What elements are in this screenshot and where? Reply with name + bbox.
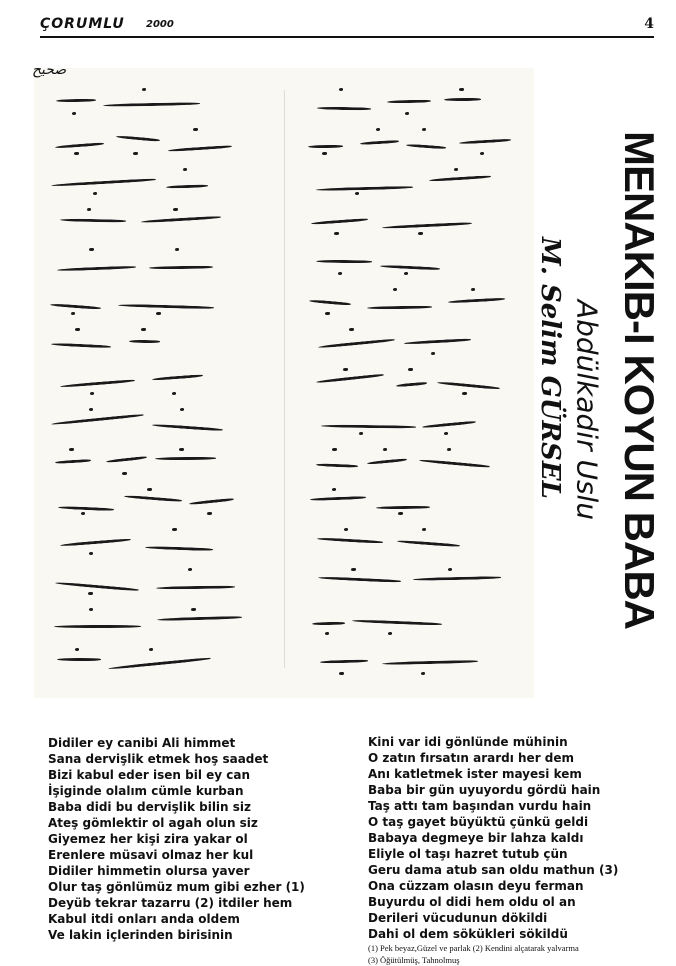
script-stroke	[141, 215, 221, 223]
manuscript-line	[44, 406, 265, 440]
manuscript-line	[303, 326, 524, 360]
script-dot	[75, 648, 79, 651]
script-dot	[388, 632, 392, 635]
script-dot	[142, 88, 146, 91]
verse-line: Eliyle ol taşı hazret tutub çün	[368, 847, 568, 861]
script-dot	[89, 608, 93, 611]
script-stroke	[317, 106, 371, 110]
script-dot	[343, 368, 347, 371]
script-dot	[207, 512, 211, 515]
script-dot	[404, 272, 408, 275]
script-dot	[188, 568, 192, 571]
script-stroke	[367, 306, 432, 310]
verse-line: Geru dama atub san oldu mathun (3)	[368, 863, 619, 877]
script-dot	[344, 528, 348, 531]
script-stroke	[103, 102, 200, 107]
manuscript-line	[303, 366, 524, 400]
script-stroke	[406, 143, 447, 149]
script-stroke	[459, 139, 511, 145]
script-stroke	[57, 658, 101, 661]
verse-line: O zatın fırsatın arardı her dem	[368, 751, 575, 765]
script-dot	[89, 248, 93, 251]
script-dot	[351, 568, 355, 571]
script-dot	[89, 552, 93, 555]
script-dot	[141, 328, 145, 331]
manuscript-line	[44, 86, 265, 120]
script-dot	[332, 488, 336, 491]
manuscript-column-left	[44, 80, 265, 688]
script-dot	[405, 112, 409, 115]
script-stroke	[60, 218, 126, 222]
magazine-title: ÇORUMLU	[40, 16, 125, 32]
manuscript-line	[44, 566, 265, 600]
manuscript-column-right	[303, 80, 524, 688]
script-stroke	[318, 339, 395, 349]
script-dot	[90, 392, 94, 395]
script-dot	[332, 448, 336, 451]
magazine-year: 2000	[146, 19, 174, 30]
verse-line: Ona cüzzam olasın deyu ferman	[368, 879, 584, 893]
script-dot	[444, 432, 448, 435]
script-dot	[179, 448, 183, 451]
script-stroke	[312, 622, 345, 625]
script-dot	[122, 472, 126, 475]
script-stroke	[315, 463, 357, 468]
script-dot	[322, 152, 326, 155]
script-stroke	[157, 615, 242, 620]
script-dot	[376, 128, 380, 131]
script-stroke	[145, 546, 213, 552]
script-dot	[418, 232, 422, 235]
script-stroke	[316, 374, 384, 384]
script-stroke	[448, 297, 505, 303]
script-dot	[149, 648, 153, 651]
script-dot	[72, 112, 76, 115]
manuscript-line	[44, 486, 265, 520]
script-stroke	[422, 421, 476, 429]
script-dot	[88, 592, 92, 595]
script-dot	[339, 672, 343, 675]
script-dot	[398, 512, 402, 515]
header-rule	[40, 36, 654, 38]
script-stroke	[168, 145, 232, 152]
script-dot	[393, 288, 397, 291]
manuscript-fold	[284, 90, 285, 668]
manuscript-line	[44, 366, 265, 400]
script-stroke	[316, 186, 414, 191]
verse-line: Babaya degmeye bir lahza kaldı	[368, 831, 584, 845]
script-dot	[71, 312, 75, 315]
manuscript-line	[303, 566, 524, 600]
script-dot	[355, 192, 359, 195]
manuscript-line	[44, 446, 265, 480]
verse-line: Derileri vücudunun dökildi	[368, 911, 548, 925]
manuscript-line	[44, 206, 265, 240]
footnote: (1) Pek beyaz,Güzel ve parlak (2) Kendini alçatarak yalvarma	[368, 943, 579, 953]
script-dot	[325, 632, 329, 635]
script-stroke	[412, 576, 500, 581]
script-stroke	[155, 457, 216, 460]
script-stroke	[152, 423, 223, 431]
verse-line: Didiler himmetin olursa yaver	[48, 864, 250, 878]
manuscript-line	[44, 646, 265, 680]
vertical-title-block	[562, 75, 664, 685]
script-dot	[173, 208, 177, 211]
verse-line: Taş attı tam başından vurdu hain	[368, 799, 592, 813]
script-stroke	[308, 145, 343, 148]
script-stroke	[429, 175, 491, 182]
page-header	[40, 14, 654, 42]
script-dot	[349, 328, 353, 331]
footnote: (3) Öğütülmüş, Tahnolmuş	[368, 955, 460, 965]
verse-line: Dahi ol dem sökükleri sökildü	[368, 927, 568, 941]
manuscript-line	[303, 166, 524, 200]
manuscript-line	[44, 326, 265, 360]
script-stroke	[311, 218, 368, 225]
script-stroke	[54, 625, 141, 628]
verse-line: Deyüb tekrar tazarru (2) itdiler hem	[48, 896, 293, 910]
script-stroke	[382, 660, 478, 665]
script-stroke	[124, 495, 182, 503]
verse-line: Baba didi bu dervişlik bilin siz	[48, 800, 252, 814]
manuscript-line	[303, 446, 524, 480]
script-dot	[147, 488, 151, 491]
verse-line: Olur taş gönlümüz mum gibi ezher (1)	[48, 880, 305, 894]
script-dot	[183, 168, 187, 171]
script-stroke	[320, 659, 368, 663]
script-stroke	[396, 382, 427, 388]
manuscript-line	[44, 526, 265, 560]
script-dot	[172, 392, 176, 395]
title-wrapper	[614, 75, 664, 685]
script-dot	[431, 352, 435, 355]
manuscript-line	[303, 406, 524, 440]
script-stroke	[56, 99, 96, 102]
author-wrapper	[530, 218, 570, 518]
script-stroke	[366, 458, 406, 465]
script-dot	[172, 528, 176, 531]
script-dot	[74, 152, 78, 155]
script-stroke	[58, 506, 114, 512]
script-dot	[193, 128, 197, 131]
script-stroke	[318, 576, 401, 583]
script-dot	[156, 312, 160, 315]
verse-column-left	[48, 735, 348, 943]
script-dot	[383, 448, 387, 451]
script-stroke	[380, 264, 440, 270]
script-dot	[81, 512, 85, 515]
script-stroke	[151, 374, 202, 381]
script-stroke	[129, 340, 160, 344]
script-stroke	[419, 459, 490, 469]
script-stroke	[50, 303, 101, 310]
script-stroke	[166, 185, 209, 189]
script-stroke	[444, 98, 481, 101]
script-stroke	[404, 338, 471, 345]
verse-line: Sana dervişlik etmek hoş saadet	[48, 752, 269, 766]
script-stroke	[55, 582, 139, 592]
script-dot	[459, 88, 463, 91]
verse-line: Buyurdu ol didi hem oldu ol an	[368, 895, 576, 909]
script-stroke	[437, 381, 500, 390]
verse-line: İşiginde olalım cümle kurban	[48, 784, 244, 798]
script-dot	[69, 448, 73, 451]
article-title: MENAKIB-I KOYUN BABA	[616, 131, 663, 629]
verse-line: Erenlere müsavi olmaz her kul	[48, 848, 254, 862]
manuscript-line	[44, 606, 265, 640]
script-dot	[89, 408, 93, 411]
manuscript-line	[44, 286, 265, 320]
script-stroke	[387, 100, 431, 104]
script-dot	[334, 232, 338, 235]
script-stroke	[397, 539, 460, 547]
manuscript-line	[303, 486, 524, 520]
script-stroke	[55, 459, 91, 464]
manuscript-line	[44, 246, 265, 280]
script-dot	[454, 168, 458, 171]
script-stroke	[376, 506, 430, 509]
script-dot	[325, 312, 329, 315]
script-dot	[175, 248, 179, 251]
verse-column-right	[368, 734, 658, 966]
script-stroke	[60, 538, 131, 547]
script-stroke	[118, 304, 214, 310]
script-dot	[408, 368, 412, 371]
verse-line: Giyemez her kişi zira yakar ol	[48, 832, 248, 846]
script-dot	[471, 288, 475, 291]
script-dot	[422, 528, 426, 531]
manuscript-line	[303, 126, 524, 160]
script-stroke	[51, 343, 112, 349]
manuscript-line	[44, 166, 265, 200]
verse-line: Baba bir gün uyuyordu gördü hain	[368, 783, 601, 797]
verse-line: Bizi kabul eder isen bil ey can	[48, 768, 251, 782]
script-dot	[180, 408, 184, 411]
script-dot	[422, 128, 426, 131]
manuscript-line	[303, 246, 524, 280]
manuscript-line	[303, 286, 524, 320]
verse-line: Ateş gömlektir ol agah olun siz	[48, 816, 258, 830]
script-stroke	[309, 299, 351, 306]
script-stroke	[106, 456, 147, 463]
script-dot	[421, 672, 425, 675]
script-dot	[339, 88, 343, 91]
verse-line: Anı katletmek ister mayesi kem	[368, 767, 582, 781]
script-dot	[447, 448, 451, 451]
page-number: 4	[644, 16, 654, 32]
script-dot	[338, 272, 342, 275]
script-stroke	[55, 142, 104, 148]
script-dot	[191, 608, 195, 611]
script-stroke	[189, 497, 234, 504]
script-stroke	[51, 178, 156, 187]
script-stroke	[108, 657, 211, 670]
script-stroke	[310, 496, 366, 501]
script-stroke	[360, 140, 399, 145]
script-stroke	[156, 585, 235, 589]
script-stroke	[321, 424, 416, 428]
manuscript-line	[303, 526, 524, 560]
script-dot	[359, 432, 363, 435]
script-dot	[87, 208, 91, 211]
script-stroke	[57, 266, 137, 272]
script-stroke	[52, 414, 145, 426]
script-stroke	[116, 135, 160, 142]
script-dot	[462, 392, 466, 395]
manuscript-line	[44, 126, 265, 160]
verse-line: Ve lakin içlerinden birisinin	[48, 928, 233, 942]
script-stroke	[317, 537, 383, 544]
verse-line: O taş gayet büyüktü çünkü geldi	[368, 815, 589, 829]
script-dot	[448, 568, 452, 571]
article-author-main: M. Selim GÜRSEL	[535, 237, 565, 499]
verse-line: Didiler ey canibi Ali himmet	[48, 736, 236, 750]
manuscript-page	[44, 80, 524, 688]
script-stroke	[316, 260, 372, 264]
verse-line: Kini var idi gönlünde mühinin	[368, 735, 568, 749]
script-stroke	[60, 379, 135, 388]
script-dot	[93, 192, 97, 195]
manuscript-line	[303, 646, 524, 680]
script-stroke	[352, 619, 442, 626]
marginal-note: صحیح	[32, 62, 67, 78]
manuscript-line	[303, 206, 524, 240]
script-stroke	[149, 266, 213, 270]
manuscript-line	[303, 86, 524, 120]
verse-line: Kabul itdi onları anda oldem	[48, 912, 240, 926]
manuscript-line	[303, 606, 524, 640]
script-dot	[480, 152, 484, 155]
script-dot	[75, 328, 79, 331]
script-dot	[133, 152, 137, 155]
script-stroke	[382, 222, 472, 229]
manuscript-image	[32, 62, 534, 698]
article-author-sub: Abdülkadir Uslu	[570, 299, 604, 521]
